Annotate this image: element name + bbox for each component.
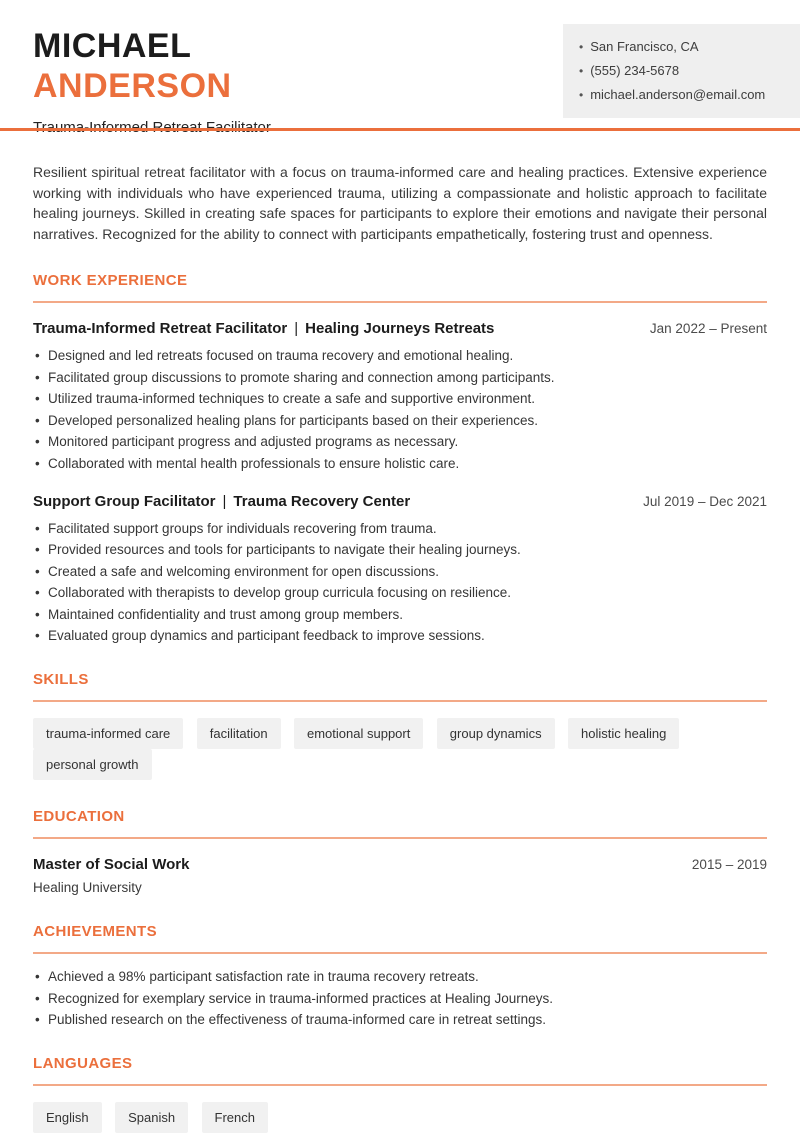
job-bullet: • Maintained confidentiality and trust among group members.	[33, 608, 767, 622]
skill-tag: emotional support	[294, 718, 423, 749]
section-languages	[33, 1055, 767, 1133]
resume-header	[0, 0, 800, 131]
job-bullet-list	[33, 349, 767, 471]
skills-heading: SKILLS	[33, 671, 89, 688]
skill-tag: trauma-informed care	[33, 718, 183, 749]
job-bullet: • Evaluated group dynamics and participant feedback to improve sessions.	[33, 629, 767, 643]
job-role: Support Group Facilitator	[33, 492, 216, 510]
job-header	[33, 493, 767, 510]
section-achievements	[33, 923, 767, 1027]
education-header	[33, 856, 767, 873]
contact-email-text: michael.anderson@email.com	[590, 87, 766, 102]
section-rule	[33, 301, 767, 303]
skill-tag: group dynamics	[437, 718, 555, 749]
section-skills	[33, 671, 767, 780]
skill-tag: facilitation	[197, 718, 281, 749]
section-rule	[33, 952, 767, 954]
summary-paragraph: Resilient spiritual retreat facilitator with a focus on trauma-informed care and healing practices. Extensive experience working with individuals who have experienced trauma, utilizing a compassionate and holistic approach to facilitate healing journeys. Skilled in creating safe spaces for participants to explore their emotions and navigate their personal narratives. Recognized for the ability to connect with participants empathetically, fostering trust and openness.	[33, 164, 767, 242]
achievements-heading: ACHIEVEMENTS	[33, 923, 157, 940]
job-entry	[33, 493, 767, 644]
job-bullet: • Utilized trauma-informed techniques to create a safe and supportive environment.	[33, 392, 767, 406]
header-divider	[0, 128, 800, 131]
achievement-bullet: • Achieved a 98% participant satisfaction rate in trauma recovery retreats.	[33, 970, 767, 984]
job-company: Healing Journeys Retreats	[305, 320, 495, 337]
language-tag: French	[202, 1102, 268, 1133]
section-rule	[33, 700, 767, 702]
job-header	[33, 320, 767, 337]
job-title-line	[33, 320, 494, 337]
job-bullet: • Monitored participant progress and adjusted programs as necessary.	[33, 435, 767, 449]
language-tag: English	[33, 1102, 102, 1133]
education-heading: EDUCATION	[33, 808, 125, 825]
job-entry	[33, 320, 767, 471]
contact-location	[579, 35, 786, 59]
skills-tag-row	[33, 718, 767, 780]
contact-box	[563, 24, 800, 118]
contact-phone	[579, 59, 786, 83]
job-dates: Jul 2019 – Dec 2021	[643, 493, 767, 509]
job-bullet: • Facilitated group discussions to promote sharing and connection among participants.	[33, 371, 767, 385]
languages-tag-row	[33, 1102, 767, 1133]
job-bullet-list	[33, 522, 767, 644]
candidate-last-name: ANDERSON	[33, 67, 232, 106]
section-rule	[33, 837, 767, 839]
candidate-first-name: MICHAEL	[33, 27, 192, 65]
section-education	[33, 808, 767, 895]
job-dates: Jan 2022 – Present	[649, 321, 767, 336]
work-experience-heading: WORK EXPERIENCE	[33, 272, 188, 289]
achievement-bullet: • Recognized for exemplary service in trauma-informed practices at Healing Journeys.	[33, 992, 767, 1006]
pipe-separator: |	[294, 320, 299, 337]
section-rule	[33, 1084, 767, 1086]
contact-phone-text: (555) 234-5678	[590, 63, 680, 78]
bullet-icon: •	[579, 88, 584, 102]
job-bullet: • Collaborated with therapists to develop group curricula focusing on resilience.	[33, 586, 767, 600]
language-tag: Spanish	[115, 1102, 188, 1133]
job-title-line	[33, 493, 410, 510]
education-dates: 2015 – 2019	[691, 857, 767, 872]
section-work-experience	[33, 272, 767, 643]
skill-tag: holistic healing	[568, 718, 679, 749]
job-role: Trauma-Informed Retreat Facilitator	[33, 320, 288, 337]
skill-tag: personal growth	[33, 749, 152, 780]
job-bullet: • Facilitated support groups for individuals recovering from trauma.	[33, 522, 767, 536]
contact-location-text: San Francisco, CA	[590, 39, 699, 54]
languages-heading: LANGUAGES	[33, 1055, 133, 1072]
education-degree: Master of Social Work	[33, 856, 190, 873]
education-school: Healing University	[33, 880, 142, 895]
bullet-icon: •	[579, 40, 584, 54]
achievement-bullet: • Published research on the effectiveness of trauma-informed care in retreat settings.	[33, 1013, 767, 1027]
job-bullet: • Designed and led retreats focused on trauma recovery and emotional healing.	[33, 349, 767, 363]
achievements-list	[33, 970, 767, 1027]
resume-body	[0, 162, 800, 1133]
education-entry	[33, 856, 767, 895]
job-bullet: • Provided resources and tools for participants to navigate their healing journeys.	[33, 543, 767, 557]
bullet-icon: •	[579, 64, 584, 78]
job-bullet: • Collaborated with mental health professionals to ensure holistic care.	[33, 457, 767, 471]
job-company: Trauma Recovery Center	[233, 492, 411, 510]
job-bullet: • Created a safe and welcoming environment for open discussions.	[33, 565, 767, 579]
job-bullet: • Developed personalized healing plans for participants based on their experiences.	[33, 414, 767, 428]
contact-email	[579, 83, 786, 107]
pipe-separator: |	[222, 492, 227, 510]
